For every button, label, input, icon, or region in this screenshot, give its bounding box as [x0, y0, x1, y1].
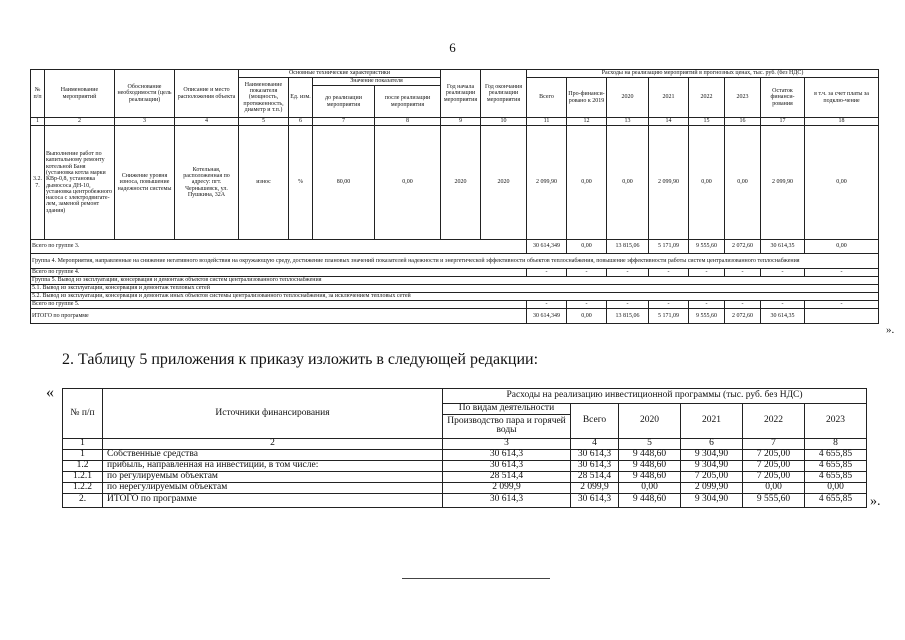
- dash-cell: -: [649, 301, 689, 309]
- col-num: 14: [649, 118, 689, 126]
- header-remaining: Остаток финанси-рования: [761, 78, 805, 118]
- header-name: Наименование мероприятий: [45, 70, 115, 118]
- col-num: 6: [289, 118, 313, 126]
- header-2020: 2020: [607, 78, 649, 118]
- row-n: 1.2: [63, 460, 103, 471]
- header-2021: 2021: [649, 78, 689, 118]
- group3-financed-2019: 0,00: [567, 240, 607, 254]
- header-after: после реализации мероприятия: [375, 86, 441, 118]
- dash-cell: -: [761, 269, 805, 277]
- row-2020: 0,00: [619, 482, 681, 493]
- group3-2022: 9 555,60: [689, 240, 725, 254]
- col-num: 15: [689, 118, 725, 126]
- header-production: Производство пара и горячей воды: [443, 414, 571, 438]
- row-2022: 7 205,00: [743, 460, 805, 471]
- col-num: 3: [443, 438, 571, 449]
- dash-cell: -: [805, 301, 879, 309]
- header-justification: Обоснование необходимости (цель реализации): [115, 70, 175, 118]
- group3-total-row: [31, 240, 879, 254]
- table-row: [63, 449, 867, 460]
- dash-cell: -: [689, 301, 725, 309]
- group5-total-row: [31, 301, 879, 309]
- col-num: 9: [441, 118, 481, 126]
- row-after: 0,00: [375, 126, 441, 240]
- group4-label: Группа 4. Мероприятия, направленные на снижение негативного воздействия на окружающую среду, достижение плановых значений показателей надежности и энергетической эффективности объектов теплоснабжения, повышение эффективности работы систем централизованного теплоснабжения: [31, 254, 879, 269]
- row-before: 80,00: [313, 126, 375, 240]
- row-year-end: 2020: [481, 126, 527, 240]
- program-2022: 9 555,60: [689, 309, 725, 324]
- row-name: Выполнение работ по капитальному ремонту котельной Баня (установка котла марки КВр-0,8, установка дымососа ДН-10, установка центробежного насоса с электродвигате-лем, заменой ремонт здания): [45, 126, 115, 240]
- row-2023: 4 655,85: [805, 493, 867, 507]
- header-total: Всего: [571, 404, 619, 439]
- group3-total: 30 614,349: [527, 240, 567, 254]
- row-2021: 2 099,90: [649, 126, 689, 240]
- dash-cell: -: [689, 269, 725, 277]
- program-2023: 2 072,60: [725, 309, 761, 324]
- header-value-group: Значение показателя: [313, 78, 441, 86]
- col-num: 8: [805, 438, 867, 449]
- col-num: 6: [681, 438, 743, 449]
- page-number: 6: [449, 40, 456, 55]
- footer-divider: [402, 578, 550, 579]
- row-2020: 0,00: [607, 126, 649, 240]
- investment-measures-table: [30, 69, 879, 324]
- dash-cell: -: [761, 301, 805, 309]
- row-source: по регулируемым объектам: [103, 471, 443, 482]
- closing-quote-mark: ».: [870, 494, 881, 509]
- col-num: 11: [527, 118, 567, 126]
- row-2023: 0,00: [725, 126, 761, 240]
- row-total: 2 099,9: [571, 482, 619, 493]
- row-total: 30 614,3: [571, 460, 619, 471]
- row-incl: 0,00: [805, 126, 879, 240]
- group5-total-label: Всего по группе 5.: [31, 301, 527, 309]
- row-total: 30 614,3: [571, 493, 619, 507]
- dash-cell: -: [567, 269, 607, 277]
- subgroup-51-row: [31, 285, 879, 293]
- row-2022: 7 205,00: [743, 449, 805, 460]
- row-2021: 2 099,90: [681, 482, 743, 493]
- header-2021: 2021: [681, 404, 743, 439]
- header-2020: 2020: [619, 404, 681, 439]
- row-remaining: 2 099,90: [761, 126, 805, 240]
- row-2022: 7 205,00: [743, 471, 805, 482]
- row-production: 28 514,4: [443, 471, 571, 482]
- table-row: [63, 482, 867, 493]
- row-production: 2 099,9: [443, 482, 571, 493]
- group3-2021: 5 171,09: [649, 240, 689, 254]
- col-num: 18: [805, 118, 879, 126]
- row-financed-2019: 0,00: [567, 126, 607, 240]
- row-2021: 9 304,90: [681, 460, 743, 471]
- dash-cell: -: [567, 301, 607, 309]
- table-row: [63, 460, 867, 471]
- row-n: 3.2. 7.: [31, 126, 45, 240]
- row-total: 28 514,4: [571, 471, 619, 482]
- header-incl-connection: в т.ч. за счет платы за подклю-чение: [805, 78, 879, 118]
- col-num: 2: [103, 438, 443, 449]
- row-2020: 9 448,60: [619, 460, 681, 471]
- row-n: 1: [63, 449, 103, 460]
- header-by-activity: По видам деятельности: [443, 404, 571, 415]
- subgroup-51-label: 5.1. Вывод из эксплуатации, консервация и демонтаж тепловых сетей: [31, 285, 879, 293]
- row-2022: 0,00: [689, 126, 725, 240]
- col-num: 10: [481, 118, 527, 126]
- header-year-start: Год начала реализации мероприятия: [441, 70, 481, 118]
- group3-2023: 2 072,60: [725, 240, 761, 254]
- header-location: Описание и место расположения объекта: [175, 70, 239, 118]
- group3-remaining: 30 614,35: [761, 240, 805, 254]
- col-num: 13: [607, 118, 649, 126]
- column-numbering-row: [31, 118, 879, 126]
- col-num: 4: [175, 118, 239, 126]
- row-unit: %: [289, 126, 313, 240]
- col-num: 12: [567, 118, 607, 126]
- row-source: Собственные средства: [103, 449, 443, 460]
- dash-cell: -: [527, 269, 567, 277]
- row-n: 1.2.1: [63, 471, 103, 482]
- row-location: Котельная, расположенная по адресу: пгт. Чернышевск, ул. Пушкина, 32А: [175, 126, 239, 240]
- row-production: 30 614,3: [443, 493, 571, 507]
- row-production: 30 614,3: [443, 449, 571, 460]
- row-2022: 0,00: [743, 482, 805, 493]
- col-num: 1: [31, 118, 45, 126]
- header-n: № п/п: [63, 389, 103, 439]
- header-unit: Ед. изм.: [289, 78, 313, 118]
- subgroup-52-label: 5.2. Вывод из эксплуатации, консервация и демонтаж иных объектов системы централизованного теплоснабжения, за исключением тепловых сетей: [31, 293, 879, 301]
- row-2020: 9 448,60: [619, 493, 681, 507]
- group4-total-row: [31, 269, 879, 277]
- program-remaining: 30 614,35: [761, 309, 805, 324]
- row-2022: 9 555,60: [743, 493, 805, 507]
- program-2020: 13 815,06: [607, 309, 649, 324]
- program-2021: 5 171,09: [649, 309, 689, 324]
- dash-cell: -: [527, 301, 567, 309]
- col-num: 4: [571, 438, 619, 449]
- row-param: износ: [239, 126, 289, 240]
- row-justification: Снижение уровня износа, повышение надежности системы: [115, 126, 175, 240]
- group3-incl: 0,00: [805, 240, 879, 254]
- col-num: 5: [239, 118, 289, 126]
- group4-total-label: Всего по группе 4.: [31, 269, 527, 277]
- row-2020: 9 448,60: [619, 471, 681, 482]
- col-num: 16: [725, 118, 761, 126]
- row-n: 2.: [63, 493, 103, 507]
- opening-quote-mark: «: [46, 384, 54, 401]
- row-source: ИТОГО по программе: [103, 493, 443, 507]
- row-total: 2 099,90: [527, 126, 567, 240]
- closing-quote-mark: ».: [886, 324, 895, 336]
- col-num: 8: [375, 118, 441, 126]
- row-source: по нерегулируемым объектам: [103, 482, 443, 493]
- dash-cell: -: [607, 269, 649, 277]
- dash-cell: -: [725, 301, 761, 309]
- row-2021: 9 304,90: [681, 449, 743, 460]
- header-expenses: Расходы на реализацию мероприятий в прогнозных ценах, тыс. руб. (без НДС): [527, 70, 879, 78]
- header-main-tech: Основные технические характеристики: [239, 70, 441, 78]
- header-year-end: Год окончания реализации мероприятия: [481, 70, 527, 118]
- header-total: Всего: [527, 78, 567, 118]
- col-num: 2: [45, 118, 115, 126]
- dash-cell: -: [607, 301, 649, 309]
- program-total-label: ИТОГО по программе: [31, 309, 527, 324]
- financing-sources-table: [62, 388, 867, 508]
- col-num: 17: [761, 118, 805, 126]
- row-source: прибыль, направленная на инвестиции, в том числе:: [103, 460, 443, 471]
- row-2023: 4 655,85: [805, 471, 867, 482]
- col-num: 7: [313, 118, 375, 126]
- group3-2020: 13 815,06: [607, 240, 649, 254]
- group5-row: [31, 277, 879, 285]
- col-num: 3: [115, 118, 175, 126]
- row-2023: 0,00: [805, 482, 867, 493]
- row-n: 1.2.2: [63, 482, 103, 493]
- header-2023: 2023: [805, 404, 867, 439]
- dash-cell: -: [725, 269, 761, 277]
- header-financed-2019: Про-финанси-ровано к 2019: [567, 78, 607, 118]
- row-2020: 9 448,60: [619, 449, 681, 460]
- section-heading: 2. Таблицу 5 приложения к приказу изложить в следующей редакции:: [62, 351, 539, 368]
- column-numbering-row: [63, 438, 867, 449]
- header-expenses: Расходы на реализацию инвестиционной программы (тыс. руб. без НДС): [443, 389, 867, 404]
- group5-label: Группа 5. Вывод из эксплуатации, консервация и демонтаж объектов систем централизованного теплоснабжения: [31, 277, 879, 285]
- row-2021: 9 304,90: [681, 493, 743, 507]
- dash-cell: -: [805, 269, 879, 277]
- program-total: 30 614,349: [527, 309, 567, 324]
- header-param-name: Наименование показателя (мощность, протяженность, диаметр и т.п.): [239, 78, 289, 118]
- col-num: 1: [63, 438, 103, 449]
- header-before: до реализации мероприятия: [313, 86, 375, 118]
- row-year-start: 2020: [441, 126, 481, 240]
- header-2022: 2022: [689, 78, 725, 118]
- program-financed-2019: 0,00: [567, 309, 607, 324]
- header-2022: 2022: [743, 404, 805, 439]
- col-num: 5: [619, 438, 681, 449]
- program-incl-empty: [805, 309, 879, 324]
- row-2023: 4 655,85: [805, 460, 867, 471]
- header-source: Источники финансирования: [103, 389, 443, 439]
- row-total: 30 614,3: [571, 449, 619, 460]
- row-production: 30 614,3: [443, 460, 571, 471]
- table-row: [63, 493, 867, 507]
- row-2021: 7 205,00: [681, 471, 743, 482]
- group4-row: [31, 254, 879, 269]
- header-2023: 2023: [725, 78, 761, 118]
- program-total-row: [31, 309, 879, 324]
- table-row: [31, 126, 879, 240]
- table-row: [63, 471, 867, 482]
- col-num: 7: [743, 438, 805, 449]
- subgroup-52-row: [31, 293, 879, 301]
- dash-cell: -: [649, 269, 689, 277]
- group3-total-label: Всего по группе 3.: [31, 240, 527, 254]
- row-2023: 4 655,85: [805, 449, 867, 460]
- header-n: № п/п: [31, 70, 45, 118]
